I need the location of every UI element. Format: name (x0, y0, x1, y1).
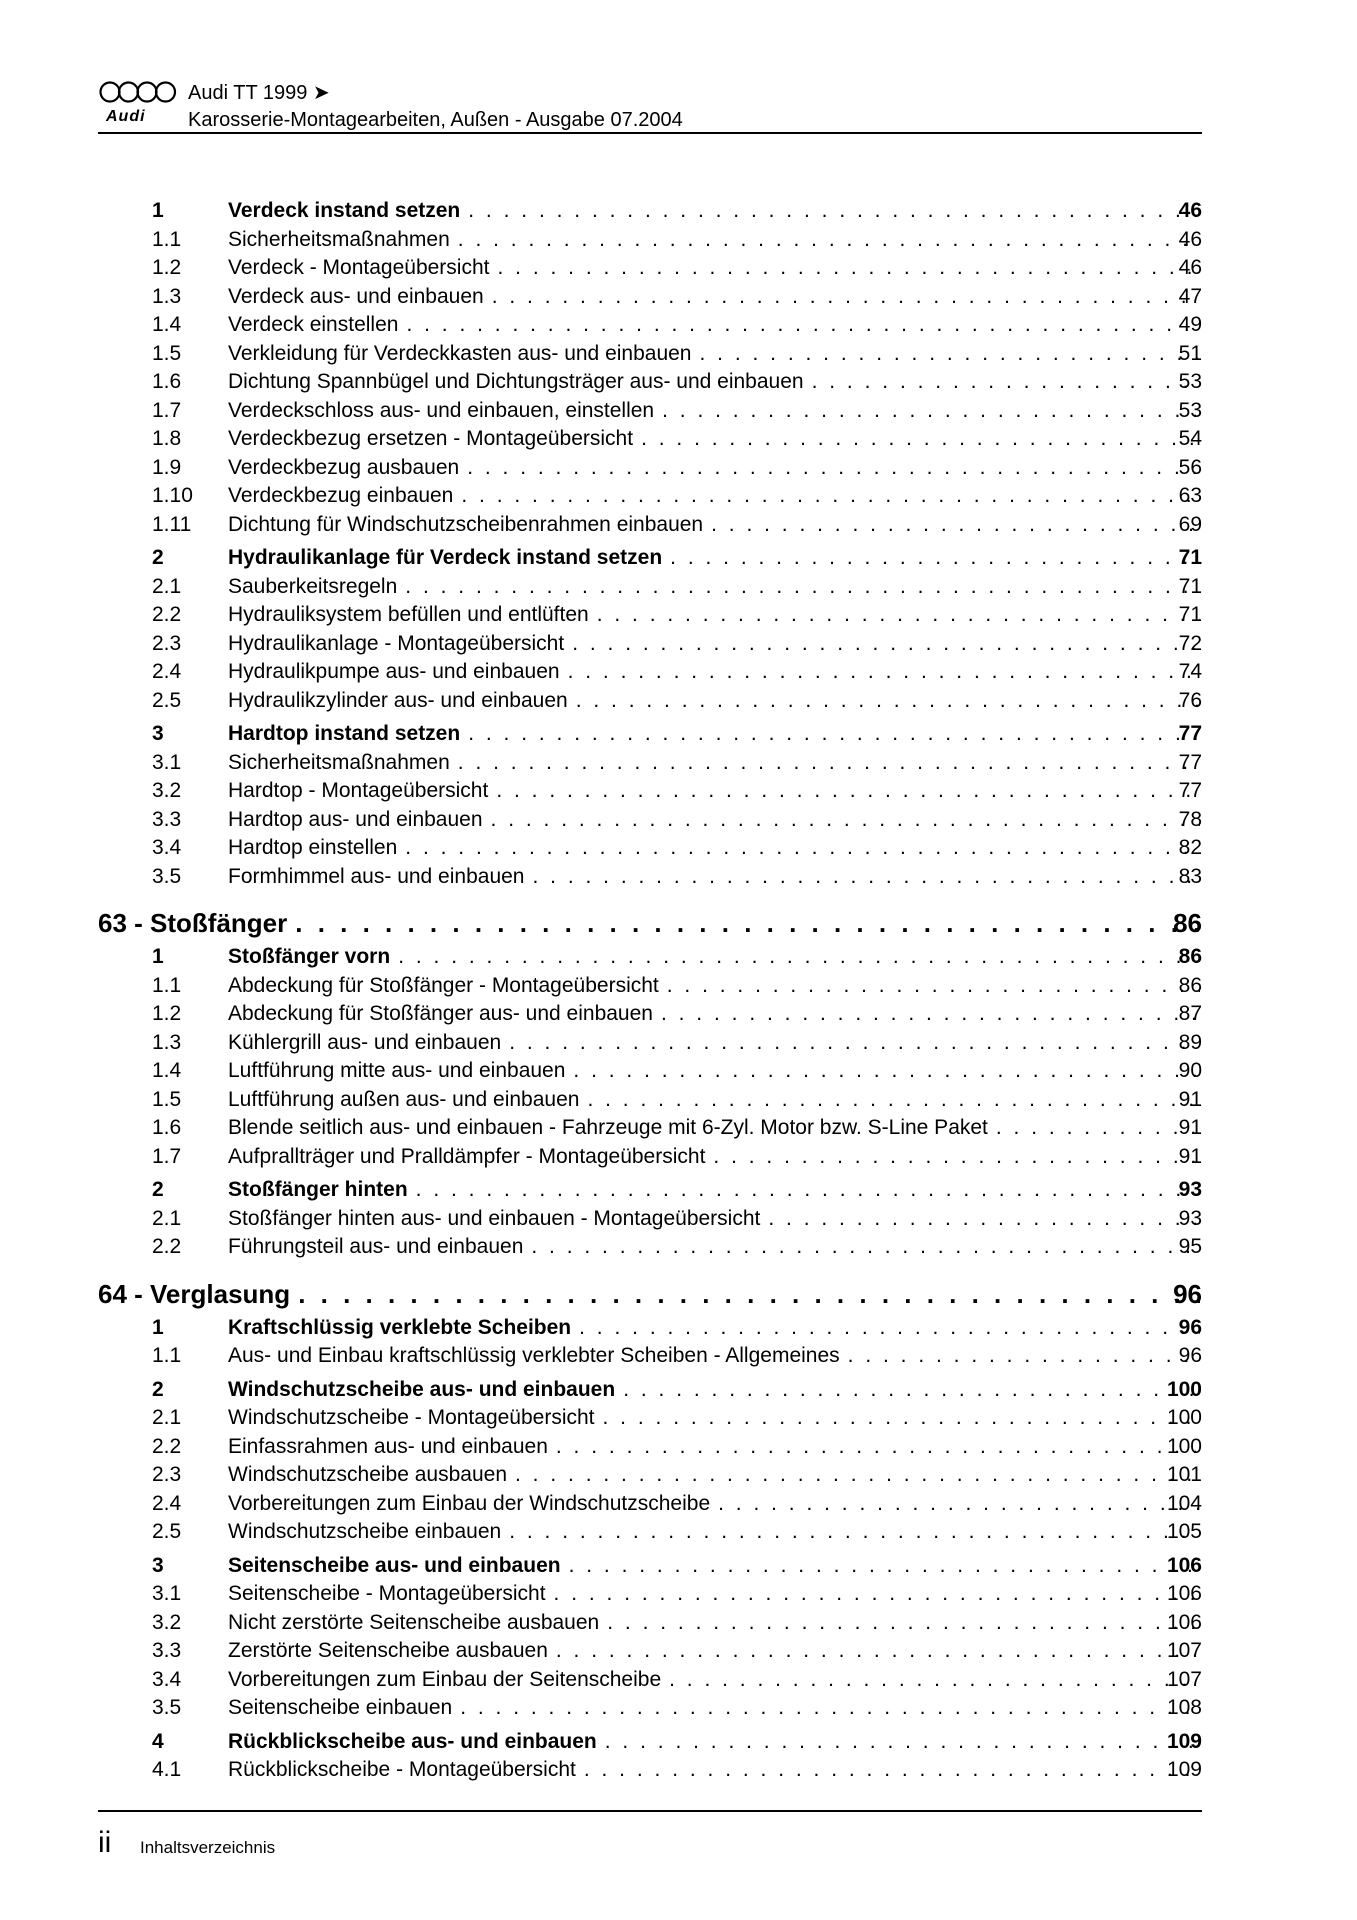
toc-entry-number: 1.6 (152, 1116, 182, 1139)
toc-entry-page: 100 (1166, 1406, 1202, 1429)
toc-entry-title: Luftführung außen aus- und einbauen (228, 1087, 580, 1111)
toc-entry-number: 3.3 (152, 1639, 182, 1662)
dot-leader (554, 1580, 1200, 1608)
toc-entry-title: Hardtop - Montageübersicht (228, 779, 489, 802)
toc-entry-row[interactable] (0, 1342, 1357, 1370)
toc-entry-number: 3.5 (152, 864, 182, 888)
toc-entry-number: 2.4 (152, 1491, 182, 1515)
toc-entry-number: 1.2 (152, 1002, 182, 1025)
header-rule (98, 132, 1202, 134)
dot-leader (576, 687, 1200, 715)
toc-entry-title: Hydraulikanlage - Montageübersicht (228, 631, 565, 655)
dot-leader (509, 1029, 1200, 1057)
toc-entry-number: 3.1 (152, 750, 182, 774)
toc-entry-title: Windschutzscheibe einbauen (228, 1520, 502, 1543)
toc-entry-title: Verdeckbezug einbauen (228, 484, 454, 507)
toc-entry-row[interactable] (0, 1461, 1357, 1489)
dot-leader (768, 1205, 1200, 1233)
toc-entry-page: 100 (1166, 1434, 1202, 1458)
toc-entry-page: 74 (1178, 660, 1202, 683)
toc-entry-title: Dichtung für Windschutzscheibenrahmen einbauen (228, 512, 704, 536)
toc-entry-title: Rückblickscheibe - Montageübersicht (228, 1758, 576, 1781)
dot-leader (496, 777, 1200, 805)
toc-entry-row[interactable] (0, 630, 1357, 658)
toc-entry-title: Verdeckbezug ausbauen (228, 455, 460, 479)
toc-entry-title: 63 - Stoßfänger (98, 908, 288, 938)
dot-leader (623, 1376, 1200, 1404)
toc-entry-title: Vorbereitungen zum Einbau der Windschutzscheibe (228, 1491, 711, 1515)
toc-entry-row[interactable] (0, 1666, 1357, 1694)
toc-entry-title: Abdeckung für Stoßfänger aus- und einbauen (228, 1002, 653, 1025)
dot-leader (812, 368, 1200, 396)
toc-entry-title: Verdeck - Montageübersicht (228, 256, 490, 279)
document-title: Audi TT 1999 ➤ (188, 82, 330, 104)
dot-leader (573, 1057, 1200, 1085)
toc-entry-page: 95 (1178, 1235, 1202, 1258)
toc-entry-row[interactable] (0, 601, 1357, 629)
toc-entry-row[interactable] (0, 834, 1357, 862)
dot-leader (572, 630, 1200, 658)
dot-leader (497, 254, 1200, 282)
dot-leader (568, 658, 1200, 686)
toc-entry-page: 109 (1166, 1758, 1202, 1781)
toc-entry-row[interactable] (0, 806, 1357, 834)
toc-entry-page: 89 (1178, 1030, 1202, 1054)
toc-entry-number: 2.1 (152, 1206, 182, 1230)
toc-entry-number: 2.2 (152, 603, 182, 626)
dot-leader (661, 1000, 1200, 1028)
toc-entry-number: 1.10 (152, 484, 193, 507)
toc-entry-page: 96 (1178, 1344, 1202, 1367)
dot-leader (996, 1114, 1200, 1142)
dot-leader (713, 1143, 1200, 1171)
toc-entry-number: 1.11 (152, 512, 192, 536)
toc-entry-number: 1.8 (152, 427, 182, 450)
dot-leader (711, 511, 1200, 539)
dot-leader (491, 806, 1200, 834)
dot-leader (556, 1433, 1200, 1461)
toc-entry-number: 3.3 (152, 807, 182, 831)
dot-leader (458, 749, 1200, 777)
toc-entry-number: 1.1 (152, 1344, 182, 1367)
toc-entry-row[interactable] (0, 454, 1357, 482)
toc-section-row[interactable] (0, 544, 1357, 572)
dot-leader (667, 972, 1200, 1000)
toc-entry-row[interactable] (0, 368, 1357, 396)
audi-wordmark: Audi (106, 108, 146, 125)
toc-entry-row[interactable] (0, 1404, 1357, 1432)
audi-rings-icon (98, 80, 178, 104)
toc-entry-page: 53 (1178, 398, 1202, 422)
dot-leader (458, 226, 1200, 254)
toc-section-row[interactable] (0, 197, 1357, 225)
toc-entry-page: 91 (1178, 1144, 1202, 1168)
dot-leader (569, 1552, 1200, 1580)
toc-entry-row[interactable] (0, 482, 1357, 510)
toc-entry-number: 1.3 (152, 284, 182, 308)
toc-entry-title: Windschutzscheibe aus- und einbauen (228, 1377, 616, 1401)
dot-leader (468, 197, 1200, 225)
dot-leader (669, 1666, 1200, 1694)
toc-entry-number: 3.5 (152, 1696, 182, 1719)
toc-entry-page: 77 (1178, 779, 1202, 802)
dot-leader (670, 544, 1200, 572)
toc-entry-row[interactable] (0, 749, 1357, 777)
toc-entry-title: Sicherheitsmaßnahmen (228, 227, 450, 251)
dot-leader (532, 863, 1200, 891)
toc-entry-title: Kraftschlüssig verklebte Scheiben (228, 1315, 572, 1339)
toc-entry-row[interactable] (0, 863, 1357, 891)
toc-entry-title: Blende seitlich aus- und einbauen - Fahrzeuge mit 6-Zyl. Motor bzw. S-Line Paket (228, 1116, 988, 1139)
toc-entry-title: Verdeckbezug ersetzen - Montageübersicht (228, 427, 634, 450)
toc-entry-row[interactable] (0, 1029, 1357, 1057)
dot-leader (416, 1176, 1200, 1204)
toc-entry-page: 96 (1173, 1278, 1202, 1309)
toc-entry-number: 1.4 (152, 1059, 182, 1082)
dot-leader (556, 1637, 1200, 1665)
dot-leader (531, 1233, 1200, 1261)
dot-leader (587, 1086, 1200, 1114)
toc-entry-page: 96 (1178, 1315, 1202, 1339)
dot-leader (718, 1490, 1200, 1518)
toc-entry-row[interactable] (0, 1609, 1357, 1637)
toc-entry-row[interactable] (0, 687, 1357, 715)
toc-entry-title: Rückblickscheibe aus- und einbauen (228, 1729, 597, 1753)
toc-entry-row[interactable] (0, 283, 1357, 311)
document-subtitle: Karosserie-Montagearbeiten, Außen - Ausgabe 07.2004 (188, 109, 683, 131)
toc-entry-page: 109 (1166, 1729, 1202, 1753)
toc-entry-number: 3.2 (152, 779, 182, 802)
dot-leader (492, 283, 1200, 311)
toc-entry-row[interactable] (0, 254, 1357, 282)
toc-entry-row[interactable] (0, 658, 1357, 686)
toc-entry-number: 2.3 (152, 1463, 182, 1486)
toc-entry-number: 4 (152, 1729, 164, 1753)
toc-entry-row[interactable] (0, 1580, 1357, 1608)
toc-entry-row[interactable] (0, 1000, 1357, 1028)
toc-entry-title: Hardtop instand setzen (228, 722, 461, 745)
toc-entry-page: 53 (1178, 370, 1202, 393)
dot-leader (700, 340, 1201, 368)
dot-leader (662, 397, 1200, 425)
toc-entry-title: Stoßfänger hinten (228, 1178, 408, 1201)
toc-entry-number: 1.6 (152, 370, 182, 393)
toc-entry-page: 91 (1178, 1087, 1202, 1111)
dot-leader (460, 1694, 1200, 1722)
toc-entry-page: 93 (1178, 1206, 1202, 1230)
toc-entry-number: 1 (152, 945, 164, 968)
dot-leader (461, 482, 1200, 510)
toc-entry-number: 1.1 (152, 973, 182, 997)
toc-entry-page: 106 (1166, 1553, 1202, 1577)
toc-entry-title: Seitenscheibe einbauen (228, 1696, 453, 1719)
toc-entry-number: 4.1 (152, 1758, 182, 1781)
toc-entry-title: Windschutzscheibe ausbauen (228, 1463, 508, 1486)
toc-entry-page: 77 (1178, 750, 1202, 774)
footer-rule (98, 1810, 1202, 1812)
toc-entry-page: 86 (1178, 945, 1202, 968)
toc-entry-page: 46 (1178, 199, 1202, 222)
toc-section-row[interactable] (0, 1176, 1357, 1204)
toc-entry-page: 86 (1173, 908, 1202, 938)
dot-leader (509, 1518, 1200, 1546)
toc-entry-title: Kühlergrill aus- und einbauen (228, 1030, 502, 1054)
toc-section-row[interactable] (0, 1552, 1357, 1580)
toc-entry-title: Seitenscheibe aus- und einbauen (228, 1553, 561, 1577)
toc-entry-title: Hydraulikzylinder aus- und einbauen (228, 688, 568, 712)
toc-entry-title: Verdeck aus- und einbauen (228, 284, 484, 308)
toc-section-row[interactable] (0, 1314, 1357, 1342)
toc-entry-number: 1.4 (152, 313, 182, 336)
toc-entry-page: 78 (1178, 807, 1202, 831)
toc-entry-page: 106 (1166, 1582, 1202, 1605)
toc-entry-number: 1.5 (152, 341, 182, 365)
toc-entry-page: 82 (1178, 836, 1202, 859)
toc-entry-title: Nicht zerstörte Seitenscheibe ausbauen (228, 1610, 600, 1634)
toc-entry-row[interactable] (0, 972, 1357, 1000)
toc-entry-number: 1.3 (152, 1030, 182, 1054)
toc-entry-page: 71 (1178, 546, 1202, 569)
dot-leader (603, 1404, 1200, 1432)
toc-entry-page: 77 (1178, 722, 1202, 745)
toc-entry-row[interactable] (0, 1637, 1357, 1665)
toc-entry-number: 2.5 (152, 688, 182, 712)
dot-leader (468, 720, 1200, 748)
toc-entry-page: 91 (1178, 1116, 1202, 1139)
toc-entry-title: Abdeckung für Stoßfänger - Montageübersicht (228, 973, 659, 997)
toc-entry-page: 86 (1178, 973, 1202, 997)
toc-chapter-row[interactable] (0, 1276, 1357, 1312)
toc-entry-page: 108 (1166, 1696, 1202, 1719)
toc-entry-page: 54 (1178, 427, 1202, 450)
dot-leader (406, 311, 1200, 339)
toc-section-row[interactable] (0, 720, 1357, 748)
toc-entry-title: Hydraulikanlage für Verdeck instand setzen (228, 546, 663, 569)
toc-entry-title: Verdeck instand setzen (228, 199, 461, 222)
dot-leader (848, 1342, 1200, 1370)
toc-entry-title: Verdeckschloss aus- und einbauen, einstellen (228, 398, 655, 422)
toc-entry-page: 71 (1178, 574, 1202, 598)
toc-section-row[interactable] (0, 1728, 1357, 1756)
toc-entry-title: 64 - Verglasung (98, 1278, 291, 1309)
toc-entry-number: 3 (152, 722, 164, 745)
toc-entry-number: 3 (152, 1553, 164, 1577)
toc-entry-page: 76 (1178, 688, 1202, 712)
toc-entry-title: Sicherheitsmaßnahmen (228, 750, 450, 774)
toc-entry-page: 100 (1166, 1377, 1202, 1401)
toc-entry-number: 1.1 (152, 227, 182, 251)
toc-entry-number: 2.2 (152, 1235, 182, 1258)
toc-entry-page: 71 (1178, 603, 1202, 626)
toc-entry-page: 83 (1178, 864, 1202, 888)
toc-entry-title: Formhimmel aus- und einbauen (228, 864, 525, 888)
toc-entry-row[interactable] (0, 397, 1357, 425)
toc-entry-title: Zerstörte Seitenscheibe ausbauen (228, 1639, 548, 1662)
toc-entry-number: 3.4 (152, 1667, 182, 1691)
toc-entry-title: Führungsteil aus- und einbauen (228, 1235, 524, 1258)
toc-entry-row[interactable] (0, 1143, 1357, 1171)
toc-section-row[interactable] (0, 943, 1357, 971)
toc-entry-row[interactable] (0, 425, 1357, 453)
toc-entry-title: Hardtop einstellen (228, 836, 398, 859)
toc-entry-title: Verkleidung für Verdeckkasten aus- und einbauen (228, 341, 692, 365)
toc-entry-number: 3.2 (152, 1610, 182, 1634)
toc-entry-row[interactable] (0, 1057, 1357, 1085)
toc-entry-row[interactable] (0, 311, 1357, 339)
toc-entry-number: 2 (152, 1377, 164, 1401)
toc-entry-number: 2.3 (152, 631, 182, 655)
toc-entry-number: 2.1 (152, 574, 182, 598)
toc-entry-row[interactable] (0, 1114, 1357, 1142)
toc-entry-row[interactable] (0, 1233, 1357, 1261)
dot-leader (515, 1461, 1200, 1489)
toc-entry-page: 107 (1166, 1639, 1202, 1662)
toc-entry-page: 101 (1166, 1463, 1202, 1486)
toc-entry-title: Verdeck einstellen (228, 313, 399, 336)
toc-entry-page: 46 (1178, 256, 1202, 279)
dot-leader (607, 1609, 1200, 1637)
toc-entry-number: 1.2 (152, 256, 182, 279)
dot-leader (295, 905, 1200, 941)
dot-leader (579, 1314, 1200, 1342)
dot-leader (398, 943, 1200, 971)
toc-entry-row[interactable] (0, 340, 1357, 368)
dot-leader (605, 1728, 1200, 1756)
page-number: ii (98, 1826, 112, 1859)
toc-entry-number: 2 (152, 1178, 164, 1201)
dot-leader (467, 454, 1200, 482)
toc-entry-row[interactable] (0, 1205, 1357, 1233)
toc-entry-title: Sauberkeitsregeln (228, 574, 398, 598)
toc-entry-row[interactable] (0, 1086, 1357, 1114)
toc-entry-page: 87 (1178, 1002, 1202, 1025)
toc-entry-page: 46 (1178, 227, 1202, 251)
toc-entry-number: 2 (152, 546, 164, 569)
toc-entry-number: 2.5 (152, 1520, 182, 1543)
toc-entry-row[interactable] (0, 1433, 1357, 1461)
toc-entry-page: 104 (1166, 1491, 1202, 1515)
toc-entry-page: 51 (1178, 341, 1202, 365)
dot-leader (597, 601, 1200, 629)
toc-entry-page: 106 (1166, 1610, 1202, 1634)
toc-entry-page: 93 (1178, 1178, 1202, 1201)
toc-entry-page: 69 (1178, 512, 1202, 536)
toc-entry-number: 2.1 (152, 1406, 182, 1429)
toc-section-row[interactable] (0, 1376, 1357, 1404)
toc-entry-title: Luftführung mitte aus- und einbauen (228, 1059, 566, 1082)
toc-entry-row[interactable] (0, 1490, 1357, 1518)
toc-entry-page: 47 (1178, 284, 1202, 308)
toc-entry-page: 63 (1178, 484, 1202, 507)
toc-entry-page: 72 (1178, 631, 1202, 655)
toc-entry-title: Einfassrahmen aus- und einbauen (228, 1434, 548, 1458)
toc-entry-page: 90 (1178, 1059, 1202, 1082)
toc-entry-number: 1.5 (152, 1087, 182, 1111)
toc-entry-page: 107 (1166, 1667, 1202, 1691)
page-header (98, 78, 1202, 136)
toc-entry-number: 1.9 (152, 455, 182, 479)
toc-entry-title: Stoßfänger vorn (228, 945, 391, 968)
toc-entry-title: Stoßfänger hinten aus- und einbauen - Montageübersicht (228, 1206, 761, 1230)
dot-leader (405, 834, 1200, 862)
toc-entry-number: 1 (152, 1315, 164, 1339)
toc-chapter-row[interactable] (0, 905, 1357, 941)
toc-entry-title: Hydraulikpumpe aus- und einbauen (228, 660, 560, 683)
toc-entry-title: Aufprallträger und Pralldämpfer - Montageübersicht (228, 1144, 706, 1168)
dot-leader (405, 573, 1200, 601)
toc-entry-title: Windschutzscheibe - Montageübersicht (228, 1406, 595, 1429)
toc-entry-row[interactable] (0, 1756, 1357, 1784)
dot-leader (298, 1276, 1200, 1312)
toc-entry-page: 56 (1178, 455, 1202, 479)
toc-entry-row[interactable] (0, 511, 1357, 539)
toc-entry-number: 2.4 (152, 660, 182, 683)
toc-entry-row[interactable] (0, 573, 1357, 601)
toc-entry-number: 1.7 (152, 1144, 182, 1168)
toc-entry-title: Aus- und Einbau kraftschlüssig verklebter Scheiben - Allgemeines (228, 1344, 840, 1367)
toc-entry-number: 2.2 (152, 1434, 182, 1458)
footer-section-label: Inhaltsverzeichnis (140, 1838, 276, 1857)
toc-entry-row[interactable] (0, 226, 1357, 254)
toc-entry-page: 49 (1178, 313, 1202, 336)
toc-entry-row[interactable] (0, 1694, 1357, 1722)
toc-entry-title: Vorbereitungen zum Einbau der Seitenscheibe (228, 1667, 662, 1691)
toc-entry-row[interactable] (0, 1518, 1357, 1546)
toc-entry-title: Dichtung Spannbügel und Dichtungsträger aus- und einbauen (228, 370, 804, 393)
toc-entry-number: 3.4 (152, 836, 182, 859)
dot-leader (584, 1756, 1200, 1784)
toc-entry-row[interactable] (0, 777, 1357, 805)
toc-entry-title: Hardtop aus- und einbauen (228, 807, 483, 831)
toc-entry-number: 1 (152, 199, 164, 222)
toc-entry-number: 1.7 (152, 398, 182, 422)
toc-entry-title: Hydrauliksystem befüllen und entlüften (228, 603, 589, 626)
audi-logo (98, 78, 178, 130)
toc-entry-page: 105 (1166, 1520, 1202, 1543)
dot-leader (641, 425, 1200, 453)
toc-entry-number: 3.1 (152, 1582, 182, 1605)
toc-entry-title: Seitenscheibe - Montageübersicht (228, 1582, 546, 1605)
